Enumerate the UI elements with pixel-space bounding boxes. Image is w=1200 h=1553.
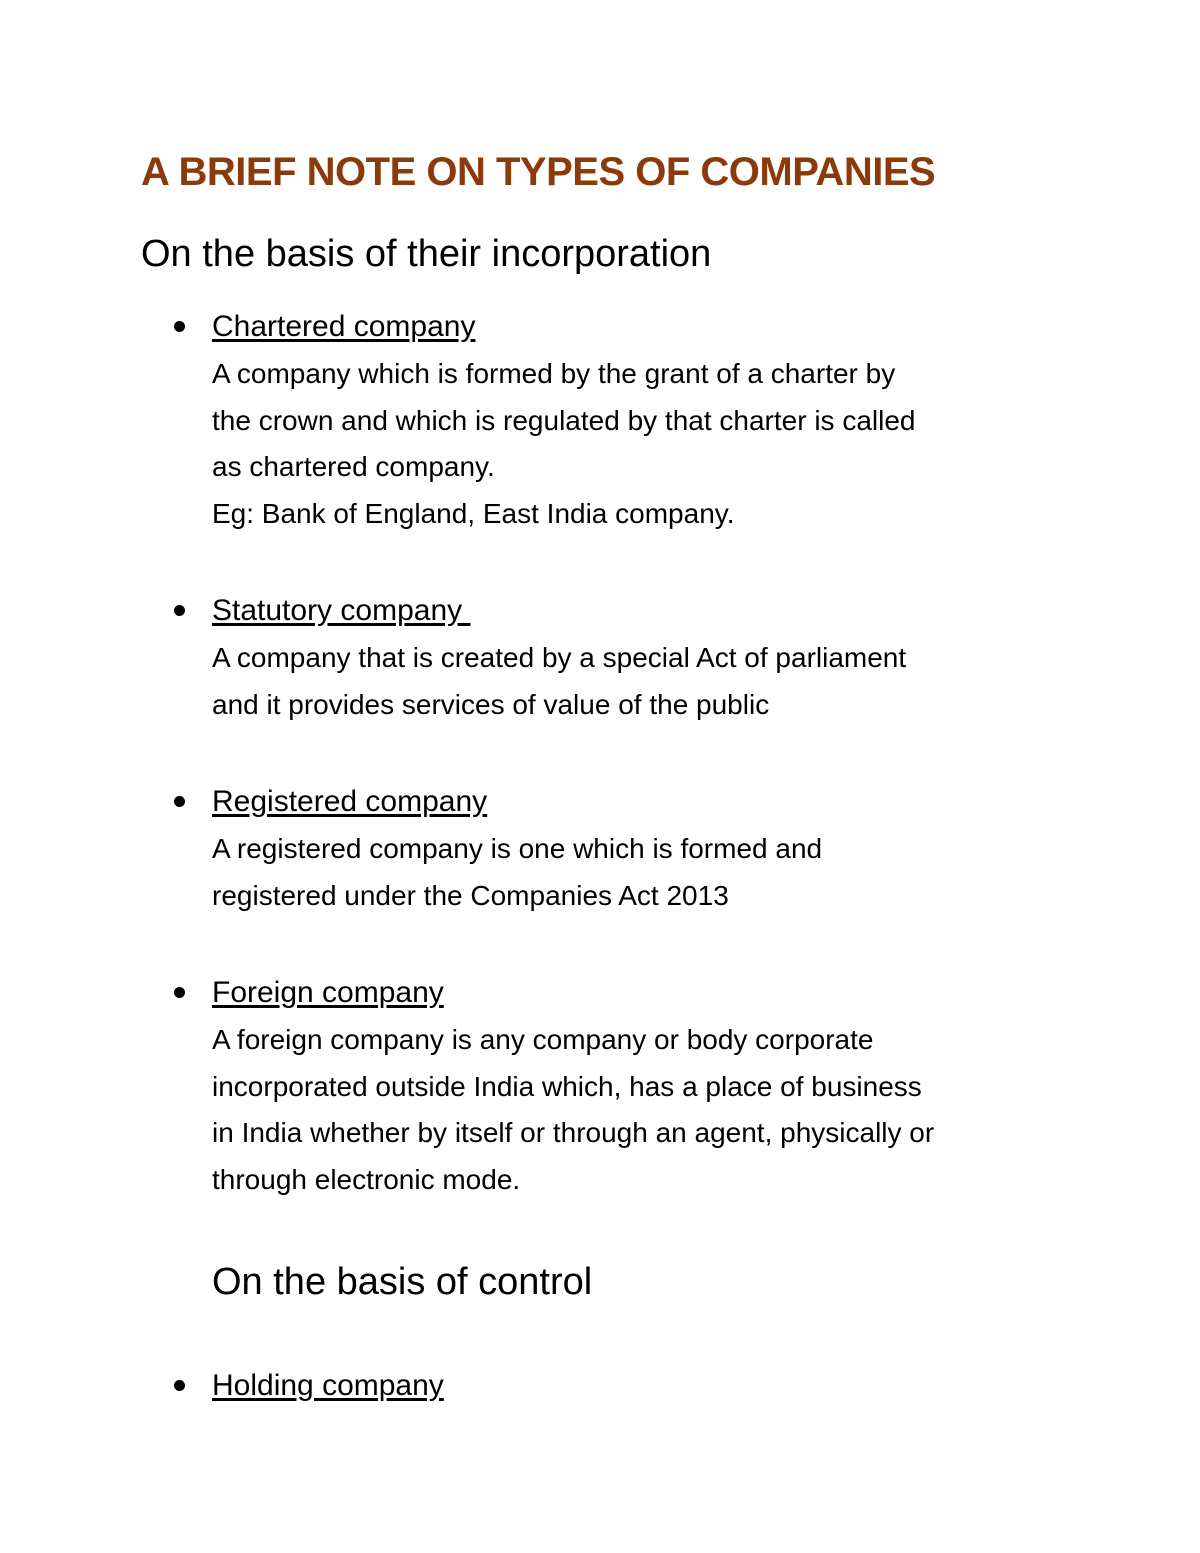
item-description <box>212 351 1112 537</box>
list-item-holding-company <box>212 1366 1112 1406</box>
list-item-foreign-company <box>212 973 1112 1203</box>
description-line: A company which is formed by the grant of a charter by <box>212 358 896 389</box>
bullet-icon <box>174 321 185 332</box>
description-line: incorporated outside India which, has a place of business <box>212 1070 922 1102</box>
section-heading-incorporation: On the basis of their incorporation <box>141 233 712 275</box>
item-heading: Statutory company <box>212 594 471 627</box>
section-heading-control: On the basis of control <box>212 1261 593 1303</box>
item-heading: Foreign company <box>212 976 444 1009</box>
item-description <box>212 635 1112 728</box>
item-heading: Holding company <box>212 1369 444 1402</box>
description-line: registered under the Companies Act 2013 <box>212 879 729 911</box>
item-description <box>212 826 1112 919</box>
bullet-icon <box>174 1380 185 1391</box>
list-item-statutory-company <box>212 591 1112 728</box>
description-line: through electronic mode. <box>212 1163 521 1195</box>
description-line: A foreign company is any company or body corporate <box>212 1024 874 1055</box>
bullet-icon <box>174 796 185 807</box>
list-item-registered-company <box>212 782 1112 919</box>
description-line: in India whether by itself or through an agent, physically or <box>212 1117 935 1148</box>
item-heading: Chartered company <box>212 310 476 343</box>
bullet-icon <box>174 605 185 616</box>
description-line: as chartered company. <box>212 451 495 482</box>
document-title: A BRIEF NOTE ON TYPES OF COMPANIES <box>141 150 936 194</box>
list-item-chartered-company <box>212 307 1112 537</box>
description-line: the crown and which is regulated by that charter is called <box>212 404 916 436</box>
description-line: and it provides services of value of the public <box>212 688 770 720</box>
item-heading: Registered company <box>212 785 488 818</box>
description-line: A company that is created by a special Act of parliament <box>212 642 907 673</box>
description-line: Eg: Bank of England, East India company. <box>212 497 735 529</box>
description-line: A registered company is one which is formed and <box>212 833 823 864</box>
item-description <box>212 1017 1112 1203</box>
bullet-icon <box>174 987 185 998</box>
